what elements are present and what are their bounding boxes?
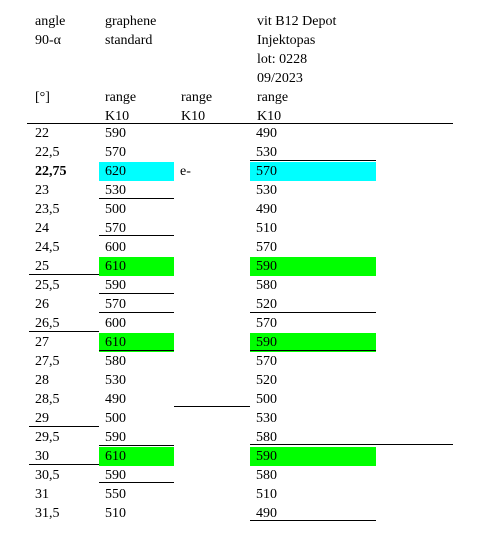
vit-cell: 530	[256, 145, 277, 160]
cell-border	[250, 444, 453, 445]
header-angle-line1: angle	[35, 14, 66, 29]
table-row	[0, 238, 502, 257]
angle-cell: 30	[35, 449, 49, 464]
table-row	[0, 371, 502, 390]
cell-border	[29, 331, 99, 332]
graphene-cell: 600	[105, 240, 126, 255]
extra-cell	[174, 124, 250, 143]
angle-cell: 29,5	[35, 430, 60, 445]
header-graphene-range: range	[105, 90, 137, 105]
vit-cell: 510	[256, 221, 277, 236]
angle-cell: 22,5	[35, 145, 60, 160]
vit-cell: 580	[256, 430, 277, 445]
vit-cell: 570	[256, 240, 277, 255]
cell-border	[250, 312, 376, 313]
extra-cell	[174, 333, 250, 352]
table-row	[0, 181, 502, 200]
cell-border	[99, 445, 174, 446]
vit-cell: 490	[256, 506, 277, 521]
extra-cell	[174, 371, 250, 390]
table-row	[0, 162, 502, 181]
header-graphene-k10: K10	[105, 109, 130, 124]
vit-cell: 490	[256, 126, 277, 141]
angle-cell: 26	[35, 297, 49, 312]
header-vit-line3: lot: 0228	[257, 52, 308, 67]
vit-cell: 510	[256, 487, 277, 502]
header-graphene-line2: standard	[105, 33, 153, 48]
graphene-cell: 530	[105, 183, 126, 198]
extra-cell	[174, 181, 250, 200]
cell-border	[250, 520, 376, 521]
graphene-cell: 500	[105, 202, 126, 217]
graphene-cell: 620	[99, 162, 174, 181]
table-row	[0, 276, 502, 295]
extra-cell: e-	[180, 164, 191, 179]
vit-cell: 590	[250, 333, 376, 352]
header-extra-range: range	[181, 90, 213, 105]
graphene-cell: 590	[105, 278, 126, 293]
vit-cell: 490	[256, 202, 277, 217]
cell-border	[99, 293, 174, 294]
graphene-cell: 600	[105, 316, 126, 331]
graphene-cell: 590	[105, 430, 126, 445]
extra-cell	[174, 504, 250, 523]
header-vit-line1: vit B12 Depot	[257, 14, 337, 29]
extra-cell	[174, 352, 250, 371]
graphene-cell: 570	[105, 221, 126, 236]
angle-cell: 24	[35, 221, 49, 236]
table-row	[0, 485, 502, 504]
table-row	[0, 200, 502, 219]
cell-border	[99, 482, 174, 483]
header-graphene	[105, 12, 156, 126]
angle-cell: 28,5	[35, 392, 60, 407]
cell-border	[250, 350, 376, 351]
vit-cell: 570	[256, 316, 277, 331]
cell-border	[99, 235, 174, 236]
graphene-cell: 490	[105, 392, 126, 407]
cell-border	[250, 160, 376, 161]
extra-cell	[174, 466, 250, 485]
vit-cell: 590	[250, 257, 376, 276]
header-angle-line2: 90-α	[35, 33, 61, 48]
header-vit-line2: Injektopas	[257, 33, 316, 48]
cell-border	[29, 464, 99, 465]
header-vit	[257, 12, 336, 126]
angle-cell: 23,5	[35, 202, 60, 217]
vit-cell: 530	[256, 411, 277, 426]
table-row	[0, 466, 502, 485]
table-row	[0, 219, 502, 238]
extra-cell	[174, 257, 250, 276]
angle-cell: 29	[35, 411, 49, 426]
extra-cell	[174, 295, 250, 314]
graphene-cell: 570	[105, 297, 126, 312]
vit-cell: 500	[256, 392, 277, 407]
extra-cell	[174, 447, 250, 466]
vit-cell: 580	[256, 468, 277, 483]
angle-cell: 27,5	[35, 354, 60, 369]
vit-cell: 520	[256, 297, 277, 312]
extra-cell	[174, 143, 250, 162]
header-vit-range: range	[257, 90, 289, 105]
extra-cell	[174, 314, 250, 333]
vit-cell: 570	[256, 354, 277, 369]
cell-border	[99, 198, 174, 199]
extra-cell	[174, 276, 250, 295]
vit-cell: 520	[256, 373, 277, 388]
angle-cell: 27	[35, 335, 49, 350]
angle-cell: 31,5	[35, 506, 60, 521]
cell-border	[99, 312, 174, 313]
graphene-cell: 610	[99, 333, 174, 352]
extra-cell	[174, 428, 250, 447]
vit-cell: 580	[256, 278, 277, 293]
graphene-cell: 610	[99, 447, 174, 466]
graphene-cell: 590	[105, 468, 126, 483]
graphene-cell: 570	[105, 145, 126, 160]
graphene-cell: 510	[105, 506, 126, 521]
angle-cell: 22,75	[35, 164, 67, 179]
cell-border	[29, 426, 99, 427]
graphene-cell: 550	[105, 487, 126, 502]
graphene-cell: 500	[105, 411, 126, 426]
header-angle	[35, 12, 65, 50]
extra-cell	[174, 200, 250, 219]
angle-cell: 22	[35, 126, 49, 141]
table-row	[0, 390, 502, 409]
header-unit: [°]	[35, 90, 50, 105]
angle-cell: 23	[35, 183, 49, 198]
angle-cell: 28	[35, 373, 49, 388]
cell-border	[29, 274, 99, 275]
header-vit-k10: K10	[257, 109, 282, 124]
graphene-cell: 590	[105, 126, 126, 141]
extra-cell	[174, 219, 250, 238]
vit-cell: 570	[250, 162, 376, 181]
angle-cell: 30,5	[35, 468, 60, 483]
vit-cell: 530	[256, 183, 277, 198]
cell-border	[99, 350, 174, 351]
graphene-cell: 610	[99, 257, 174, 276]
angle-cell: 25,5	[35, 278, 60, 293]
angle-cell: 31	[35, 487, 49, 502]
extra-cell	[174, 238, 250, 257]
angle-cell: 25	[35, 259, 49, 274]
graphene-cell: 530	[105, 373, 126, 388]
table-row	[0, 124, 502, 143]
graphene-cell: 580	[105, 354, 126, 369]
header-extra	[181, 12, 212, 126]
extra-cell	[174, 409, 250, 428]
table-row	[0, 352, 502, 371]
header-graphene-line1: graphene	[105, 14, 157, 29]
header-extra-k10: K10	[181, 109, 206, 124]
header-vit-line4: 09/2023	[257, 71, 303, 86]
angle-cell: 24,5	[35, 240, 60, 255]
cell-border	[174, 406, 250, 407]
extra-cell	[174, 485, 250, 504]
vit-cell: 590	[250, 447, 376, 466]
angle-cell: 26,5	[35, 316, 60, 331]
